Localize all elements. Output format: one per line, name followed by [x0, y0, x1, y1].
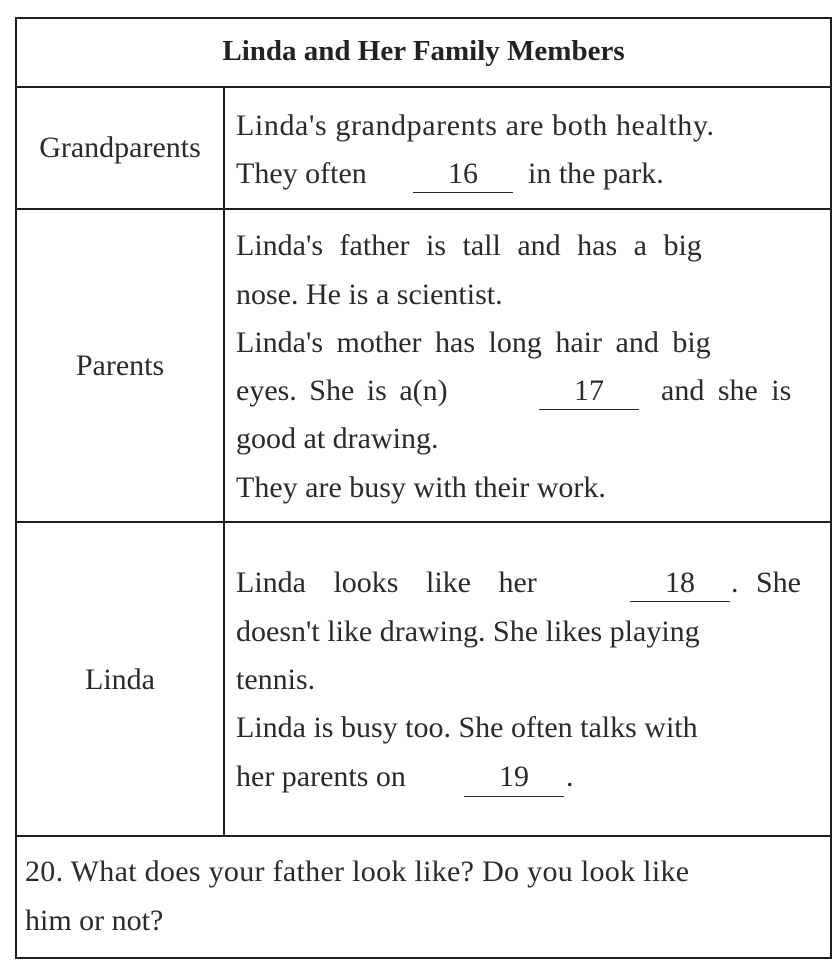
- linda-line-5a: her parents on: [236, 760, 406, 793]
- parents-line-4a: eyes. She is a(n): [236, 374, 448, 407]
- table-right-border: [830, 17, 832, 959]
- parents-line-3: Linda's mother has long hair and big: [236, 326, 711, 359]
- table-title: Linda and Her Family Members: [222, 35, 625, 67]
- row3-bottom-border: [15, 835, 832, 837]
- parents-line-1: Linda's father is tall and has a big: [236, 229, 702, 262]
- column-divider: [223, 86, 225, 837]
- linda-line-2: doesn't like drawing. She likes playing: [236, 615, 700, 648]
- row-label-parents: Parents: [75, 349, 165, 382]
- linda-line-3: tennis.: [236, 663, 316, 696]
- row1-bottom-border: [15, 208, 832, 210]
- parents-line-6: They are busy with their work.: [236, 471, 606, 504]
- blank-16-line: [413, 192, 513, 193]
- linda-line-1b: . She: [731, 566, 801, 599]
- blank-17: 17: [574, 374, 604, 407]
- linda-line-1a: Linda looks like her: [236, 566, 537, 599]
- table-top-border: [15, 17, 832, 19]
- parents-line-4b: and she is: [661, 374, 792, 407]
- row-label-grandparents: Grandparents: [39, 131, 201, 164]
- grandparents-line-1: Linda's grandparents are both healthy.: [236, 109, 715, 142]
- grandparents-line-2a: They often: [236, 157, 367, 190]
- question-20-line-2: him or not?: [25, 904, 164, 937]
- blank-19-line: [464, 796, 564, 797]
- blank-18-line: [630, 601, 730, 602]
- blank-18: 18: [665, 566, 695, 599]
- blank-17-line: [539, 409, 639, 410]
- parents-line-5: good at drawing.: [236, 422, 439, 455]
- linda-line-5b: .: [566, 760, 574, 793]
- blank-19: 19: [499, 760, 529, 793]
- blank-16: 16: [448, 157, 478, 190]
- question-20-line-1: 20. What does your father look like? Do you look like: [25, 855, 690, 888]
- linda-line-4: Linda is busy too. She often talks with: [236, 711, 698, 744]
- title-bottom-border: [15, 86, 832, 88]
- row-label-linda: Linda: [85, 663, 155, 696]
- row2-bottom-border: [15, 521, 832, 523]
- grandparents-line-2b: in the park.: [528, 157, 664, 190]
- table-bottom-border: [15, 957, 832, 959]
- parents-line-2: nose. He is a scientist.: [236, 278, 503, 311]
